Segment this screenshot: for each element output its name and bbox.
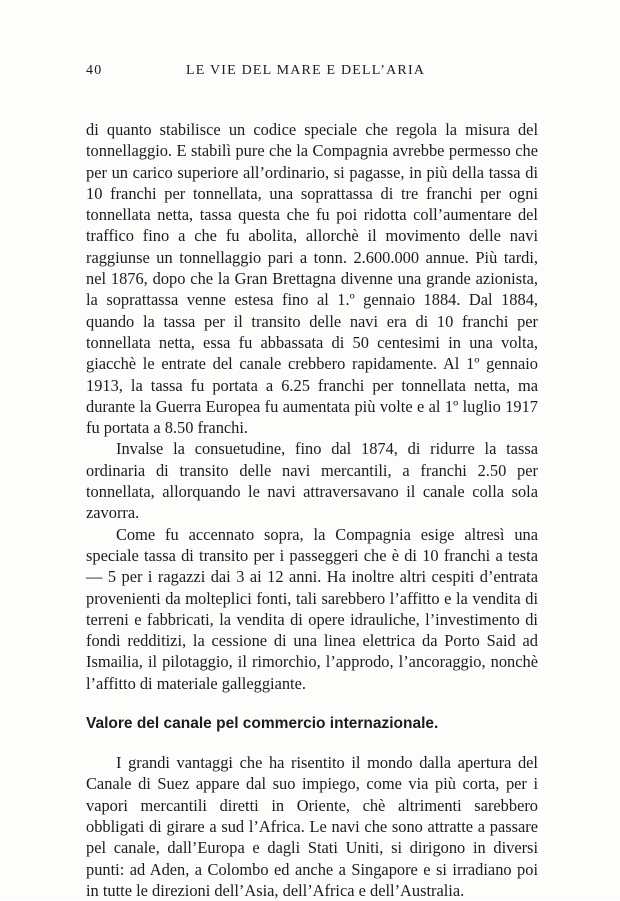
- page-number: 40: [86, 63, 103, 78]
- section-heading: Valore del canale pel commercio internazionale.: [86, 715, 439, 733]
- paragraph-continued: di quanto stabilisce un codice speciale che regola la misura del tonnellaggio. E stabilì pure che la Compagnia avrebbe permesso che per un carico superiore all’ordinario, si pagasse, in più della tassa di 10 franchi per tonnellata, una soprattassa di tre franchi per ogni tonnellata netta, tassa questa che fu poi ridotta coll’aumentare del traffico fino a che fu abolita, allorchè il movimento delle navi raggiunse un tonnellaggio pari a tonn. 2.600.000 annue. Più tardi, nel 1876, dopo che la Gran Brettagna divenne una grande azionista, la soprattassa venne estesa fino al 1.º gennaio 1884. Dal 1884, quando la tassa per il transito delle navi era di 10 franchi per tonnellata netta, essa fu abbassata di 50 centesimi in una volta, giacchè le entrate del canale crebbero rapidamente. Al 1º gennaio 1913, la tassa fu portata a 6.25 franchi per tonnellata netta, ma durante la Guerra Europea fu aumentata più volte e al 1º luglio 1917 fu portata a 8.50 franchi.: [86, 120, 538, 438]
- paragraph: Invalse la consuetudine, fino dal 1874, di ridurre la tassa ordinaria di transito delle navi mercantili, a franchi 2.50 per tonnellata, allorquando le navi attraversavano il canale colla sola zavorra.: [86, 439, 538, 523]
- paragraph: I grandi vantaggi che ha risentito il mondo dalla apertura del Canale di Suez appare dal suo impiego, come via più corta, per i vapori mercantili diretti in Oriente, chè altrimenti sarebbero obbligati di girare a sud l’Africa. Le navi che sono attratte a passare pel canale, dall’Europa e dagli Stati Uniti, si dirigono in diversi punti: ad Aden, a Colombo ed anche a Singapore e si irradiano poi in tutte le direzioni dell’Asia, dell’Africa e dell’Australia.: [86, 753, 538, 900]
- page-header: [86, 63, 538, 85]
- page-body: [86, 119, 538, 901]
- paragraph: Come fu accennato sopra, la Compagnia esige altresì una speciale tassa di transito per i passeggeri che è di 10 franchi a testa — 5 per i ragazzi dai 3 ai 12 anni. Ha inoltre altri cespiti d’entrata provenienti da molteplici fonti, tali sarebbero l’affitto e la vendita di terreni e fabbricati, la vendita di opere idrauliche, l’investimento di fondi redditizi, la cessione di una linea elettrica da Porto Said ad Ismailia, il pilotaggio, il rimorchio, l’approdo, l’ancoraggio, nonchè l’affitto di materiale galleggiante.: [86, 524, 538, 693]
- running-head: LE VIE DEL MARE E DELL’ARIA: [186, 63, 426, 78]
